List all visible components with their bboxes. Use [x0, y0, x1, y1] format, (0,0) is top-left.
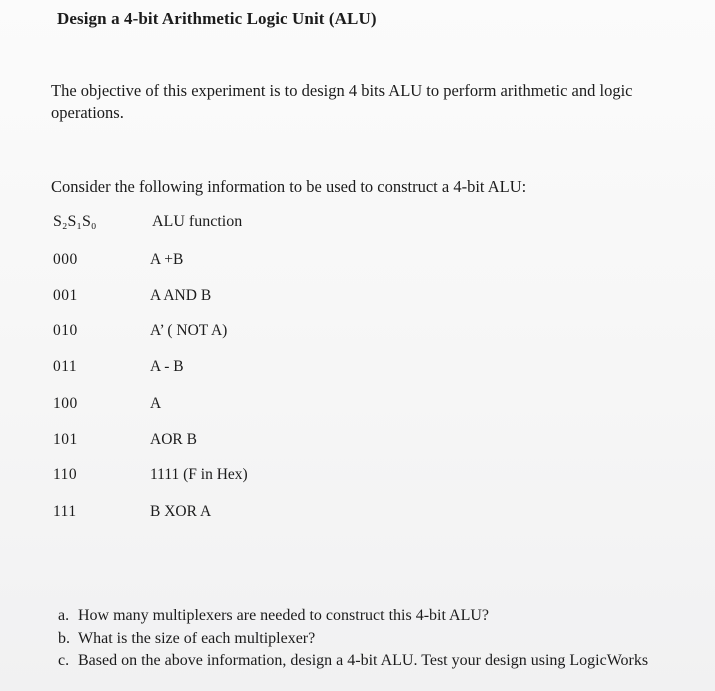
objective-paragraph: The objective of this experiment is to design 4 bits ALU to perform arithmetic and logic operations.: [51, 81, 633, 122]
alu-function: A AND B: [150, 287, 212, 304]
question-c: [58, 650, 648, 673]
table-row: [0, 251, 715, 273]
question-marker: a.: [58, 607, 70, 624]
select-code: 000: [53, 251, 78, 268]
intro-sentence: Consider the following information to be used to construct a 4-bit ALU:: [51, 177, 527, 196]
select-code: 100: [53, 395, 78, 412]
header-alu-function: ALU function: [152, 213, 243, 230]
select-code: 010: [53, 322, 78, 339]
select-code: 101: [53, 431, 78, 448]
question-list: [58, 605, 648, 673]
alu-function: B XOR A: [150, 503, 212, 520]
table-row: [0, 287, 715, 309]
alu-function: A: [150, 395, 162, 412]
alu-function: A - B: [150, 358, 184, 375]
table-row: [0, 358, 715, 380]
page-title: Design a 4-bit Arithmetic Logic Unit (ALU): [57, 9, 377, 28]
select-code: 111: [53, 503, 77, 520]
select-code: 110: [53, 466, 78, 483]
table-row: [0, 503, 715, 525]
question-text: Based on the above information, design a 4-bit ALU. Test your design using LogicWorks: [78, 652, 649, 669]
alu-function: A +B: [150, 251, 184, 268]
question-b: [58, 628, 648, 651]
question-marker: c.: [58, 652, 70, 669]
question-a: [58, 605, 648, 628]
select-code: 001: [53, 287, 78, 304]
alu-function: AOR B: [150, 431, 197, 448]
table-row: [0, 431, 715, 453]
alu-function: 1111 (F in Hex): [150, 466, 248, 483]
table-row: [0, 466, 715, 488]
select-code: 011: [53, 358, 78, 375]
table-row: [0, 395, 715, 417]
question-marker: b.: [58, 629, 70, 647]
header-select-bits: S₂S₁S₀: [53, 213, 97, 230]
question-text: What is the size of each multiplexer?: [78, 629, 316, 647]
question-text: How many multiplexers are needed to construct this 4-bit ALU?: [78, 607, 490, 624]
alu-function: A’ ( NOT A): [150, 322, 228, 339]
table-row: [0, 322, 715, 344]
